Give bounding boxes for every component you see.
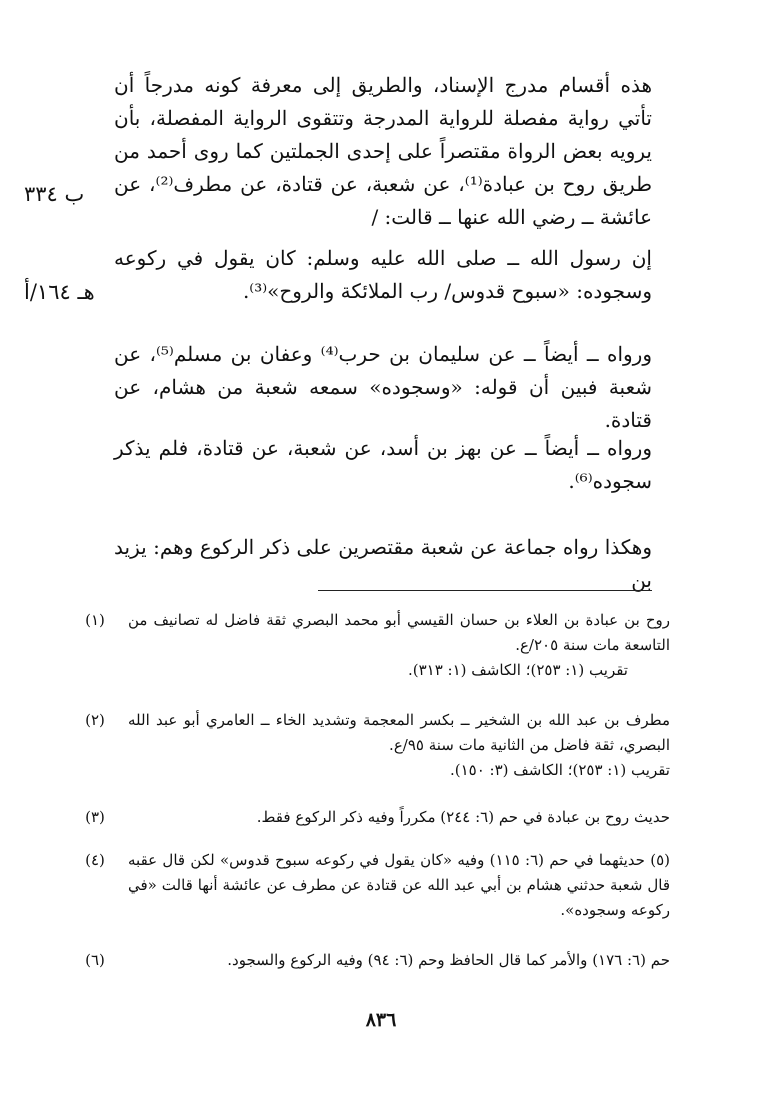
footnote-number: (٣) — [85, 808, 105, 826]
footnote-body — [128, 708, 670, 783]
footnote-3 — [74, 805, 670, 830]
footnote-reference: تقريب (١: ٢٥٣)؛ الكاشف (١: ٣١٣). — [407, 661, 628, 679]
footnote-number: (٤) — [85, 851, 105, 869]
margin-note-folio-334b: ب ٣٣٤ — [24, 182, 85, 206]
footnote-text: حم (٦: ١٧٦) والأمر كما قال الحافظ وحم (٦: ٩٤) وفيه الركوع والسجود. — [227, 951, 670, 969]
footnote-text: روح بن عبادة بن العلاء بن حسان القيسي أبو محمد البصري ثقة فاضل له تصانيف من التاسعة مات سنة ٢٠٥/ع. — [128, 611, 670, 654]
footnote-body — [128, 948, 670, 973]
footnote-text: مطرف بن عبد الله بن الشخير ــ بكسر المعجمة وتشديد الخاء ــ العامري أبو عبد الله البصري، ثقة فاضل من الثانية مات سنة ٩٥/ع. — [128, 711, 670, 754]
footnote-6 — [74, 948, 670, 973]
footnote-4 — [74, 848, 670, 923]
footnote-number: (٦) — [85, 951, 105, 969]
footnote-body — [128, 848, 670, 923]
footnote-number: (٢) — [85, 711, 105, 729]
footnote-reference: تقريب (١: ٢٥٣)؛ الكاشف (٣: ١٥٠). — [449, 761, 670, 779]
main-paragraph-5: وهكذا رواه جماعة عن شعبة مقتصرين على ذكر الركوع وهم: يزيد بن — [107, 535, 652, 592]
footnote-body — [128, 608, 670, 683]
footnote-number: (١) — [85, 611, 105, 629]
footnote-1 — [74, 608, 670, 683]
footnote-divider — [318, 590, 652, 591]
main-paragraph-1: هذه أقسام مدرج الإسناد، والطريق إلى معرفة كونه مدرجاً أن تأتي رواية مفصلة للرواية المدرجة وتتقوى الرواية المفصلة، بأن يرويه بعض الرواة مقتصراً على إحدى الجملتين كما روى أحمد من طريق روح بن عبادة⁽¹⁾، عن شعبة، عن قتادة، عن مطرف⁽²⁾، عن عائشة ــ رضي الله عنها ــ قالت: / — [107, 73, 653, 229]
main-paragraph-2: إن رسول الله ــ صلى الله عليه وسلم: كان يقول في ركوعه وسجوده: «سبوح قدوس/ رب الملائكة والروح»⁽³⁾. — [107, 246, 652, 303]
main-paragraph-4: ورواه ــ أيضاً ــ عن بهز بن أسد، عن شعبة، عن قتادة، فلم يذكر سجوده⁽⁶⁾. — [107, 436, 652, 493]
footnote-text: (٥) حديثهما في حم (٦: ١١٥) وفيه «كان يقول في ركوعه سبوح قدوس» لكن قال عقبه قال شعبة حدثني هشام بن أبي عبد الله عن قتادة عن مطرف عن عائشة أنها قالت «في ركوعه وسجوده». — [128, 851, 670, 919]
page-number: ٨٣٦ — [365, 1009, 397, 1031]
margin-note-folio-164a: هـ ١٦٤/أ — [24, 280, 95, 304]
main-paragraph-3: ورواه ــ أيضاً ــ عن سليمان بن حرب⁽⁴⁾ وعفان بن مسلم⁽⁵⁾، عن شعبة فبين أن قوله: «وسجوده» سمعه شعبة من هشام، عن قتادة. — [107, 342, 652, 432]
footnote-2 — [74, 708, 670, 783]
footnote-body — [128, 805, 670, 830]
footnote-text: حديث روح بن عبادة في حم (٦: ٢٤٤) مكرراً وفيه ذكر الركوع فقط. — [256, 808, 670, 826]
